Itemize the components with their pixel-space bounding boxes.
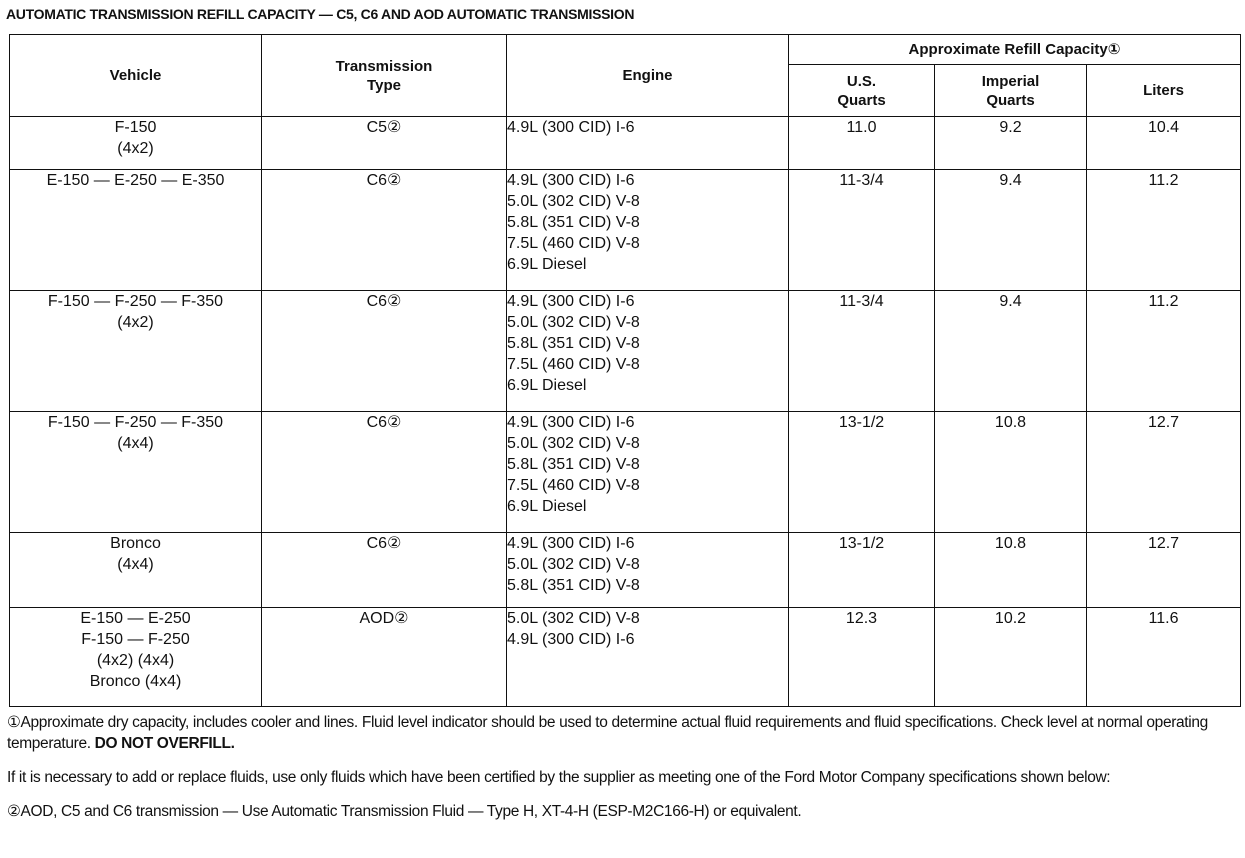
table-row: [10, 412, 1241, 533]
vehicle-cell: F-150 (4x2): [10, 117, 262, 170]
vehicle-cell: F-150 — F-250 — F-350 (4x2): [10, 291, 262, 412]
footnote-1: ①Approximate dry capacity, includes cooler and lines. Fluid level indicator should be used to determine actual fluid requirements and fluid specifications. Check level at normal operating temperature. DO NOT OVERFILL.: [7, 714, 1208, 752]
vehicle-cell: Bronco (4x4): [10, 533, 262, 608]
header-liters: Liters: [1087, 65, 1241, 117]
imperial-quarts-cell: 9.2: [935, 117, 1087, 170]
transmission-cell: AOD②: [262, 608, 507, 707]
table-row: [10, 608, 1241, 707]
engine-cell: 4.9L (300 CID) I-6 5.0L (302 CID) V-8 5.8L (351 CID) V-8 7.5L (460 CID) V-8 6.9L Diesel: [507, 291, 789, 412]
imperial-quarts-cell: 10.8: [935, 533, 1087, 608]
header-transmission-type: Transmission Type: [262, 35, 507, 117]
engine-cell: 4.9L (300 CID) I-6 5.0L (302 CID) V-8 5.8L (351 CID) V-8: [507, 533, 789, 608]
liters-cell: 11.6: [1087, 608, 1241, 707]
engine-cell: 4.9L (300 CID) I-6 5.0L (302 CID) V-8 5.8L (351 CID) V-8 7.5L (460 CID) V-8 6.9L Diesel: [507, 412, 789, 533]
engine-cell: 4.9L (300 CID) I-6: [507, 117, 789, 170]
engine-cell: 4.9L (300 CID) I-6 5.0L (302 CID) V-8 5.8L (351 CID) V-8 7.5L (460 CID) V-8 6.9L Diesel: [507, 170, 789, 291]
header-us-quarts: U.S. Quarts: [789, 65, 935, 117]
footnote-2: ②AOD, C5 and C6 transmission — Use Automatic Transmission Fluid — Type H, XT-4-H (ESP-M2C166-H) or equivalent.: [7, 803, 802, 820]
transmission-cell: C6②: [262, 170, 507, 291]
liters-cell: 11.2: [1087, 170, 1241, 291]
refill-capacity-table: [9, 34, 1241, 707]
table-row: [10, 170, 1241, 291]
us-quarts-cell: 11-3/4: [789, 170, 935, 291]
header-approximate-refill-capacity: Approximate Refill Capacity①: [789, 35, 1241, 65]
table-title: AUTOMATIC TRANSMISSION REFILL CAPACITY — C5, C6 AND AOD AUTOMATIC TRANSMISSION: [6, 6, 635, 22]
us-quarts-cell: 13-1/2: [789, 533, 935, 608]
header-imperial-quarts: Imperial Quarts: [935, 65, 1087, 117]
us-quarts-cell: 13-1/2: [789, 412, 935, 533]
liters-cell: 12.7: [1087, 533, 1241, 608]
table-row: [10, 291, 1241, 412]
transmission-cell: C6②: [262, 291, 507, 412]
liters-cell: 12.7: [1087, 412, 1241, 533]
transmission-cell: C5②: [262, 117, 507, 170]
overfill-warning: DO NOT OVERFILL.: [94, 735, 235, 752]
us-quarts-cell: 11.0: [789, 117, 935, 170]
footnote-fluid-certification: If it is necessary to add or replace fluids, use only fluids which have been certified by the supplier as meeting one of the Ford Motor Company specifications shown below:: [7, 769, 1111, 786]
transmission-cell: C6②: [262, 412, 507, 533]
header-vehicle: Vehicle: [10, 35, 262, 117]
liters-cell: 11.2: [1087, 291, 1241, 412]
transmission-cell: C6②: [262, 533, 507, 608]
vehicle-cell: E-150 — E-250 F-150 — F-250 (4x2) (4x4) Bronco (4x4): [10, 608, 262, 707]
footnotes: [7, 712, 1241, 835]
imperial-quarts-cell: 10.8: [935, 412, 1087, 533]
table-row: [10, 117, 1241, 170]
us-quarts-cell: 12.3: [789, 608, 935, 707]
imperial-quarts-cell: 10.2: [935, 608, 1087, 707]
liters-cell: 10.4: [1087, 117, 1241, 170]
us-quarts-cell: 11-3/4: [789, 291, 935, 412]
engine-cell: 5.0L (302 CID) V-8 4.9L (300 CID) I-6: [507, 608, 789, 707]
table-row: [10, 533, 1241, 608]
imperial-quarts-cell: 9.4: [935, 170, 1087, 291]
header-engine: Engine: [507, 35, 789, 117]
imperial-quarts-cell: 9.4: [935, 291, 1087, 412]
vehicle-cell: E-150 — E-250 — E-350: [10, 170, 262, 291]
vehicle-cell: F-150 — F-250 — F-350 (4x4): [10, 412, 262, 533]
